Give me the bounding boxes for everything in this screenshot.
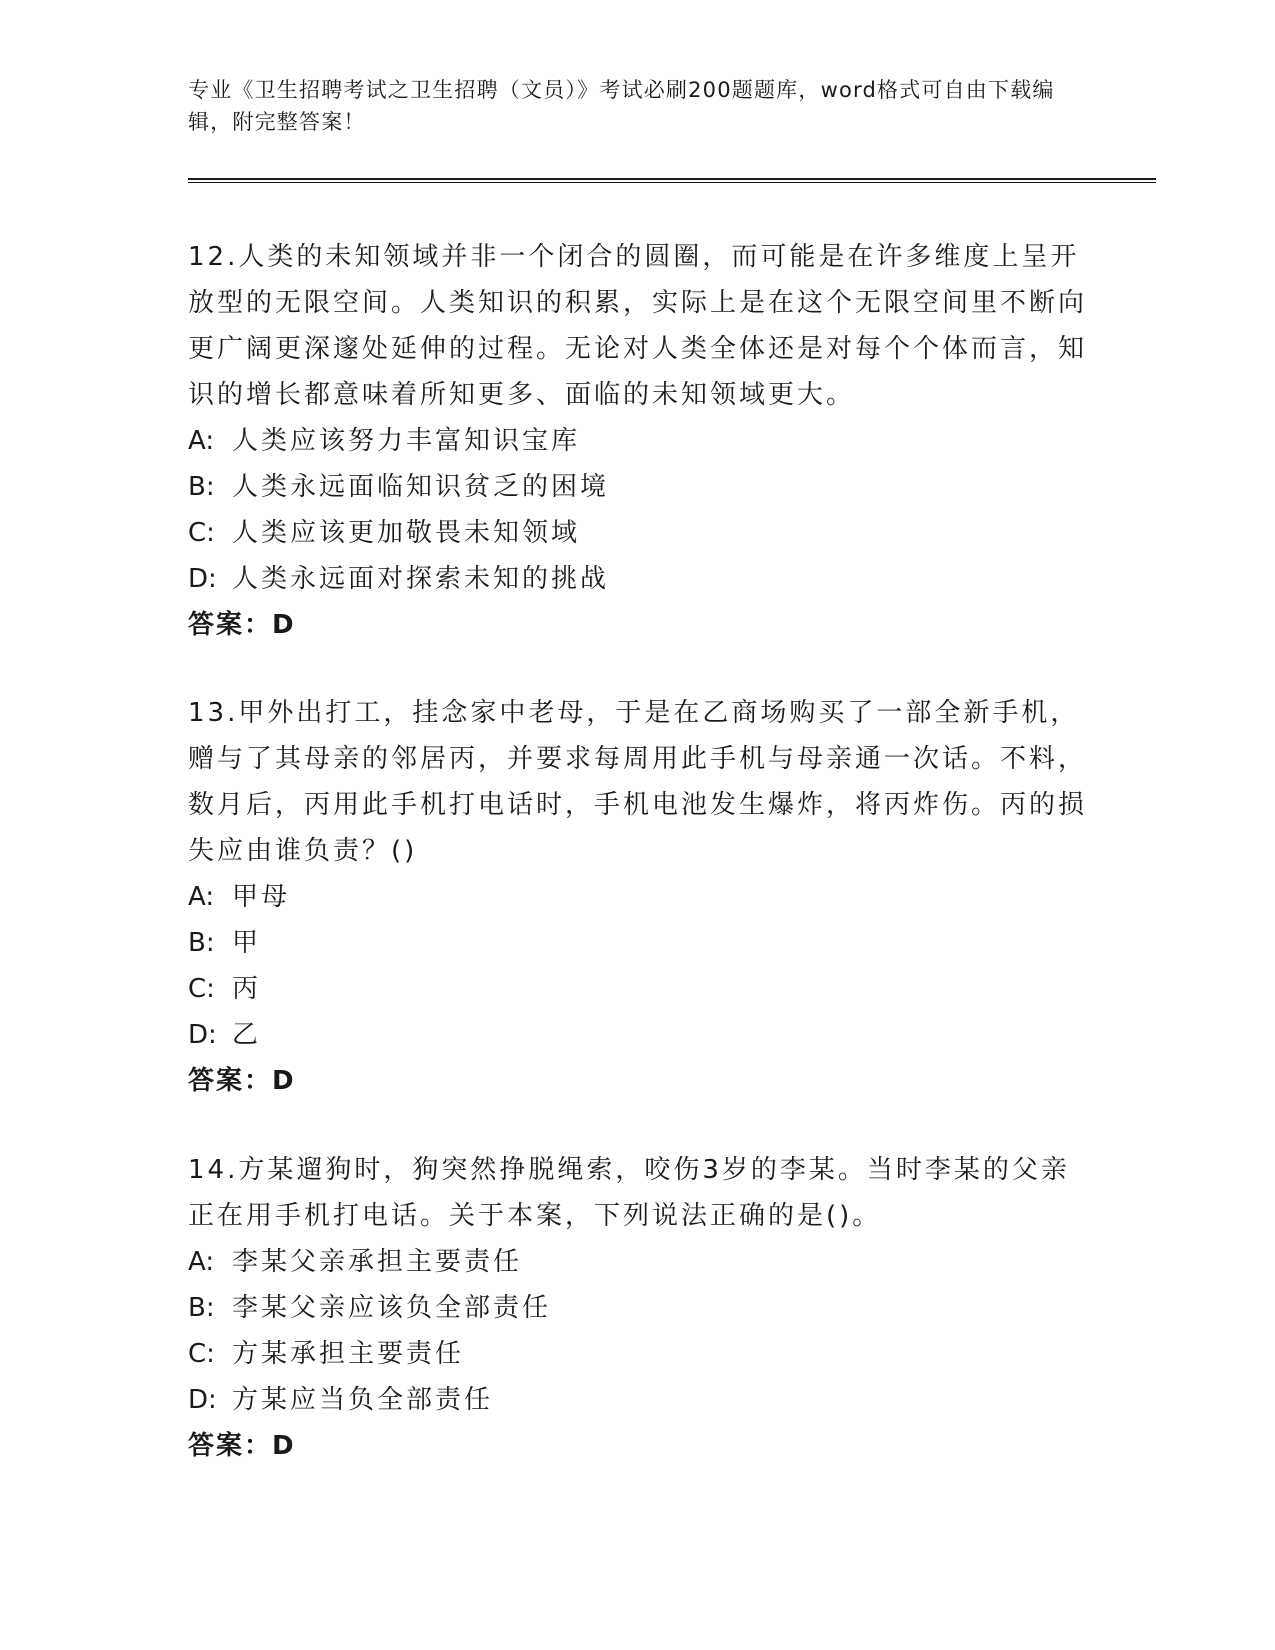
option-letter: A: bbox=[188, 882, 215, 912]
answer-line: 答案：D bbox=[188, 610, 296, 640]
option-letter: C: bbox=[188, 974, 215, 1004]
answer-line: 答案：D bbox=[188, 1066, 296, 1096]
option-c bbox=[188, 966, 1088, 1012]
option-d bbox=[188, 1377, 1088, 1423]
option-text: 人类永远面临知识贫乏的困境 bbox=[232, 472, 610, 502]
option-text: 丙 bbox=[232, 974, 262, 1004]
option-list bbox=[188, 874, 1088, 1058]
option-text: 甲 bbox=[232, 928, 262, 958]
option-letter: A: bbox=[188, 426, 215, 456]
option-text: 人类永远面对探索未知的挑战 bbox=[232, 564, 610, 594]
option-c bbox=[188, 1331, 1088, 1377]
option-text: 乙 bbox=[232, 1020, 262, 1050]
option-letter: D: bbox=[188, 564, 217, 594]
option-letter: A: bbox=[188, 1247, 215, 1277]
header-divider-thin bbox=[188, 182, 1156, 183]
question-13 bbox=[188, 690, 1088, 1104]
option-b bbox=[188, 1285, 1088, 1331]
option-text: 方某应当负全部责任 bbox=[232, 1385, 494, 1415]
option-list bbox=[188, 1239, 1088, 1423]
option-text: 人类应该努力丰富知识宝库 bbox=[232, 426, 581, 456]
option-text: 甲母 bbox=[232, 882, 291, 912]
option-letter: B: bbox=[188, 928, 215, 958]
question-12 bbox=[188, 234, 1088, 648]
option-letter: C: bbox=[188, 1339, 215, 1369]
question-stem: 14.方某遛狗时，狗突然挣脱绳索，咬伤3岁的李某。当时李某的父亲正在用手机打电话。关于本案，下列说法正确的是()。 bbox=[188, 1155, 1070, 1231]
option-text: 人类应该更加敬畏未知领域 bbox=[232, 518, 581, 548]
option-letter: B: bbox=[188, 472, 215, 502]
question-14 bbox=[188, 1147, 1088, 1469]
option-b bbox=[188, 920, 1088, 966]
option-letter: C: bbox=[188, 518, 215, 548]
option-letter: B: bbox=[188, 1293, 215, 1323]
option-a bbox=[188, 874, 1088, 920]
option-text: 方某承担主要责任 bbox=[232, 1339, 465, 1369]
question-stem: 12.人类的未知领域并非一个闭合的圆圈，而可能是在许多维度上呈开放型的无限空间。人类知识的积累，实际上是在这个无限空间里不断向更广阔更深邃处延伸的过程。无论对人类全体还是对每个个体而言，知识的增长都意味着所知更多、面临的未知领域更大。 bbox=[188, 242, 1088, 410]
option-d bbox=[188, 1012, 1088, 1058]
option-a bbox=[188, 418, 1088, 464]
option-text: 李某父亲应该负全部责任 bbox=[232, 1293, 552, 1323]
document-header: 专业《卫生招聘考试之卫生招聘（文员）》考试必刷200题题库，word格式可自由下载编辑，附完整答案！ bbox=[188, 78, 1055, 134]
option-letter: D: bbox=[188, 1385, 217, 1415]
question-stem: 13.甲外出打工，挂念家中老母，于是在乙商场购买了一部全新手机，赠与了其母亲的邻居丙，并要求每周用此手机与母亲通一次话。不料，数月后，丙用此手机打电话时，手机电池发生爆炸，将丙炸伤。丙的损失应由谁负责？() bbox=[188, 698, 1088, 866]
option-text: 李某父亲承担主要责任 bbox=[232, 1247, 523, 1277]
answer-line: 答案：D bbox=[188, 1431, 296, 1461]
option-a bbox=[188, 1239, 1088, 1285]
option-b bbox=[188, 464, 1088, 510]
option-letter: D: bbox=[188, 1020, 217, 1050]
option-c bbox=[188, 510, 1088, 556]
option-list bbox=[188, 418, 1088, 602]
header-divider-thick bbox=[188, 178, 1156, 180]
option-d bbox=[188, 556, 1088, 602]
